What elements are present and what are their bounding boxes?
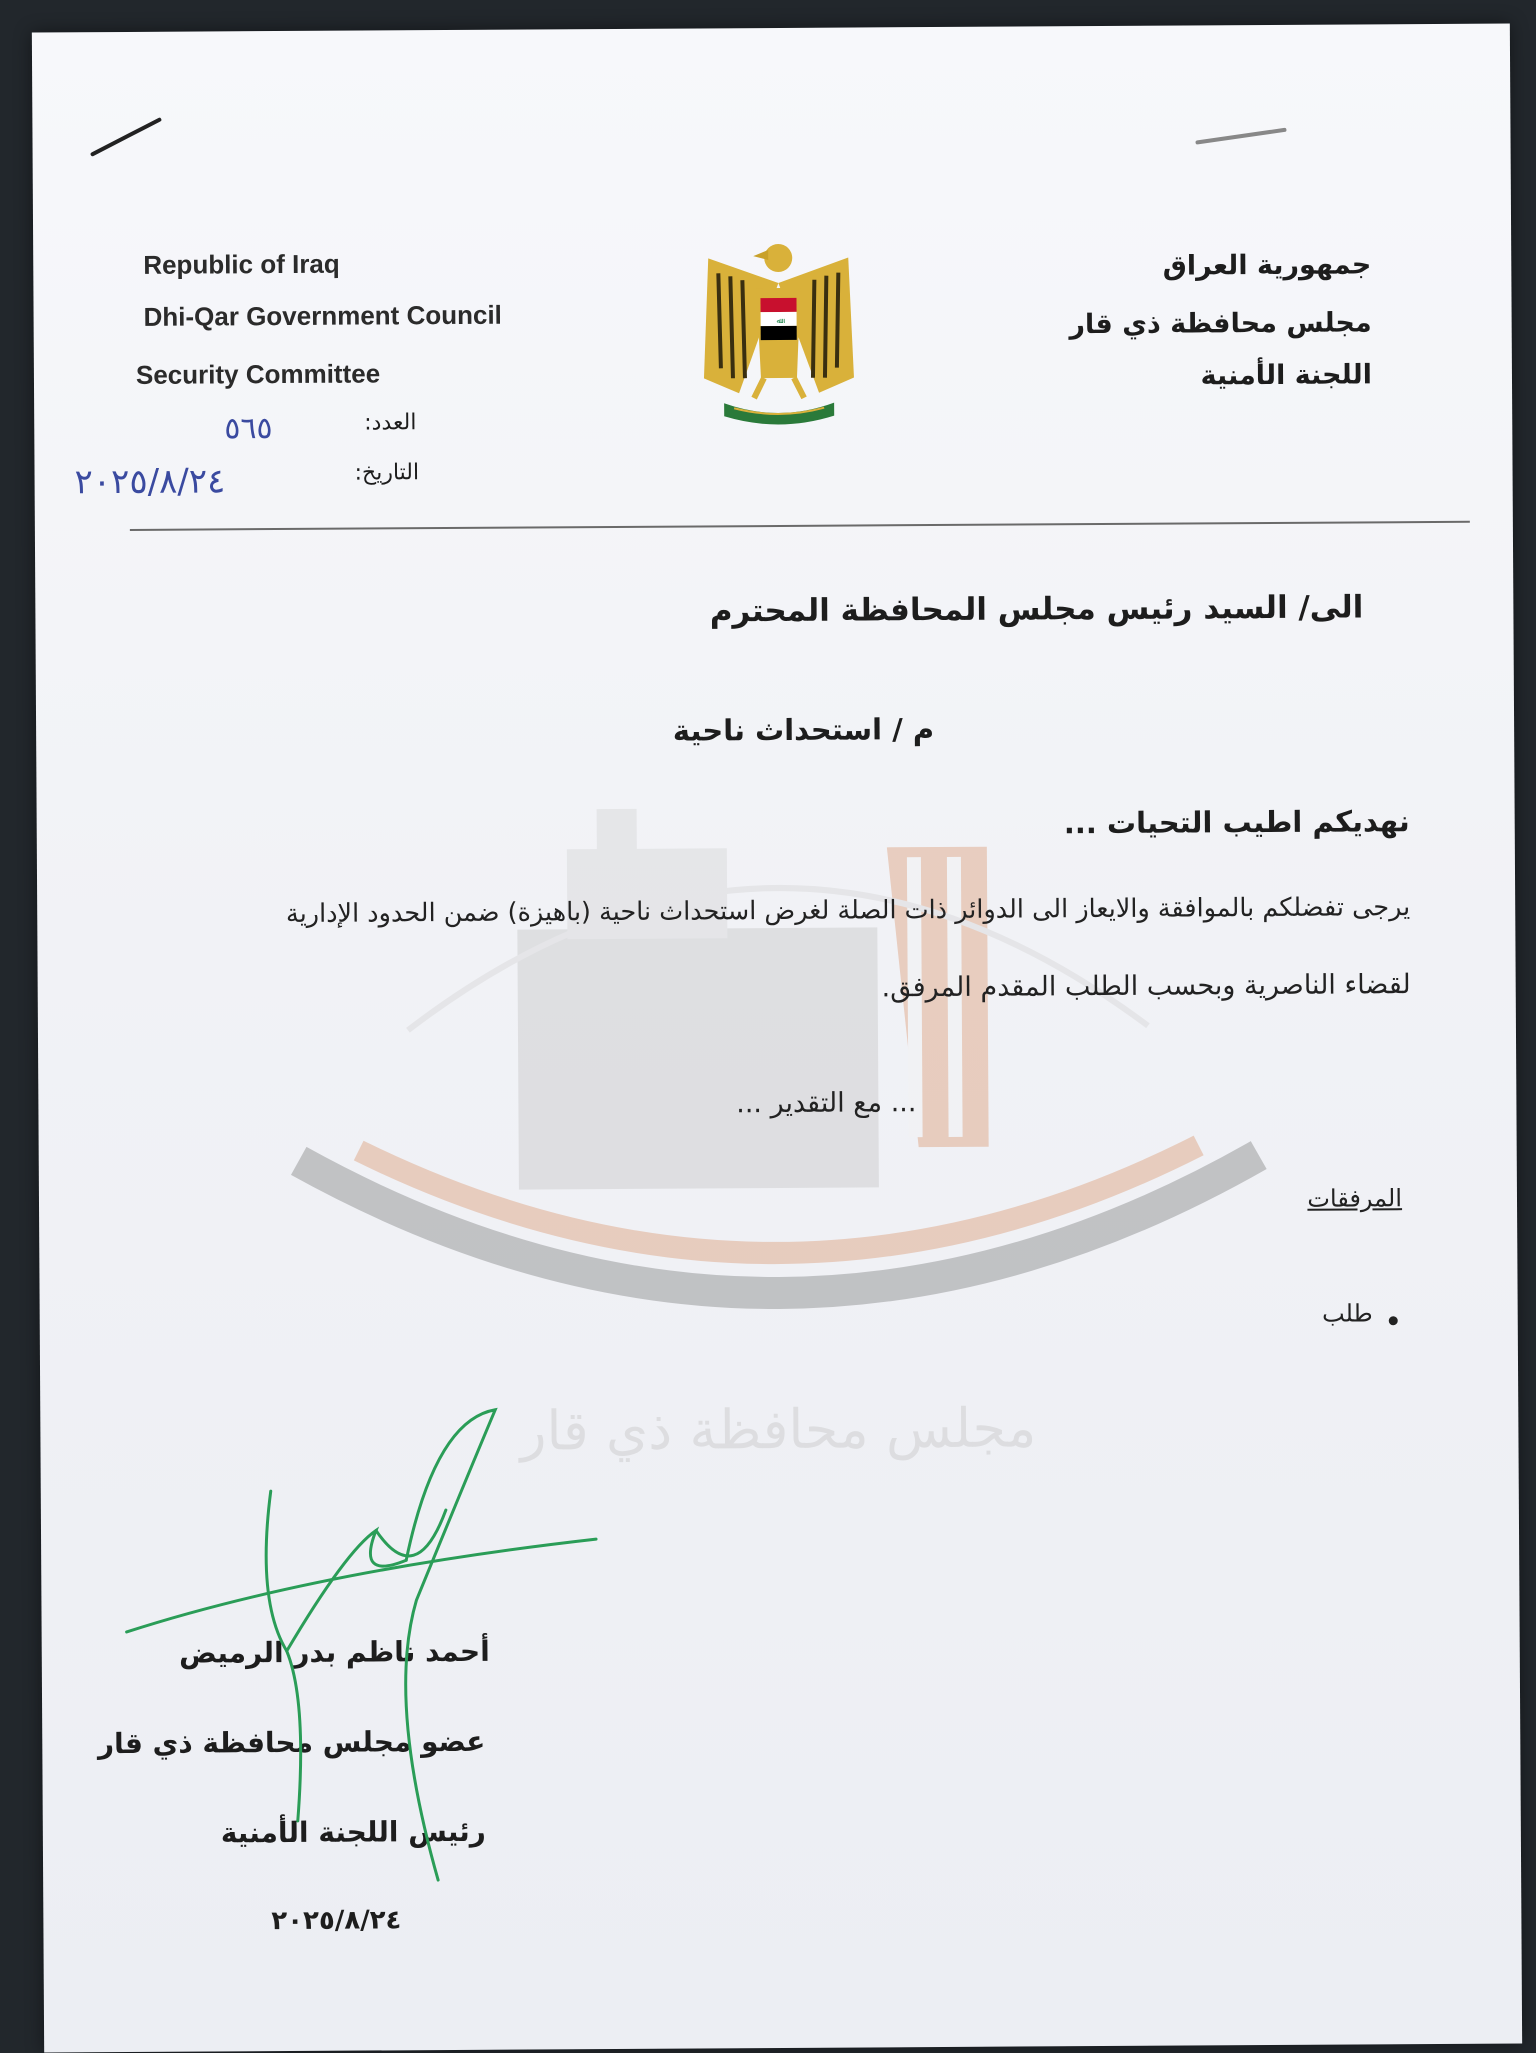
date-value: ٢٠٢٥/٨/٢٤ xyxy=(74,461,226,503)
header-en-line2: Dhi-Qar Government Council xyxy=(143,299,502,332)
attachment-item: طلب xyxy=(1321,1299,1373,1328)
signatory-title-2: رئيس اللجنة الأمنية xyxy=(220,1814,486,1850)
header-ar-line1: جمهورية العراق xyxy=(1162,249,1372,282)
greeting-line: نهديكم اطيب التحيات ... xyxy=(1063,804,1410,841)
signature-date: ٢٠٢٥/٨/٢٤ xyxy=(271,1905,402,1937)
attachments-label: المرفقات xyxy=(1307,1184,1403,1213)
date-label: التاريخ: xyxy=(354,460,420,486)
subject-line: م / استحداث ناحية xyxy=(672,712,935,748)
signatory-title-1: عضو مجلس محافظة ذي قار xyxy=(97,1724,486,1761)
recipient-line: الى/ السيد رئيس مجلس المحافظة المحترم xyxy=(709,589,1364,630)
closing-line: ... مع التقدير ... xyxy=(736,1087,917,1120)
svg-text:ﷲ: ﷲ xyxy=(776,316,781,325)
header-en-line3: Security Committee xyxy=(135,358,381,390)
signatory-name: أحمد ناظم بدر الرميض xyxy=(179,1634,490,1670)
letter-page xyxy=(32,24,1522,2053)
pen-mark xyxy=(87,112,167,162)
header-ar-line2: مجلس محافظة ذي قار xyxy=(1069,307,1372,341)
body-line-2: لقضاء الناصرية وبحسب الطلب المقدم المرفق. xyxy=(881,969,1411,1004)
number-value: ٥٦٥ xyxy=(224,411,273,447)
number-label: العدد: xyxy=(364,410,417,436)
iraq-emblem-icon xyxy=(698,227,859,428)
header-en-line1: Republic of Iraq xyxy=(143,248,340,280)
pen-mark xyxy=(1192,120,1292,151)
header-divider xyxy=(130,521,1470,531)
handwritten-signature-icon xyxy=(115,1399,638,1902)
body-line-1: يرجى تفضلكم بالموافقة والايعاز الى الدوائر ذات الصلة لغرض استحداث ناحية (باهيزة) ضمن الحدود الإدارية xyxy=(285,892,1411,929)
watermark-text: مجلس محافظة ذي قار xyxy=(520,1396,1037,1463)
attachment-bullet xyxy=(1389,1316,1398,1325)
header-ar-line3: اللجنة الأمنية xyxy=(1200,359,1373,392)
